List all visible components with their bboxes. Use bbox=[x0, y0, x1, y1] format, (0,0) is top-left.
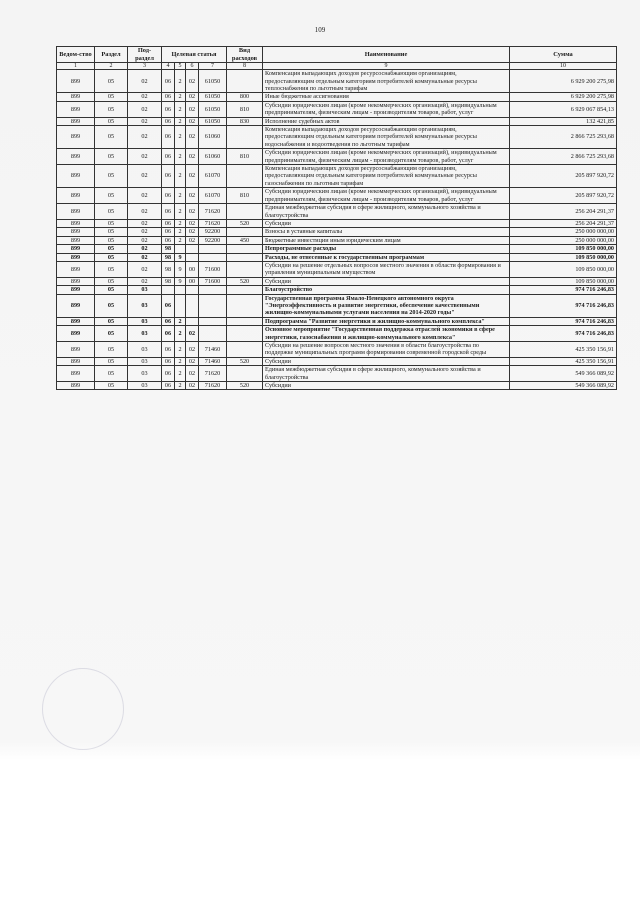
target-part4-cell: 71460 bbox=[199, 357, 227, 365]
vid-cell bbox=[227, 70, 263, 93]
razdel-cell: 05 bbox=[95, 228, 128, 236]
vid-cell bbox=[227, 253, 263, 261]
vid-cell: 520 bbox=[227, 382, 263, 390]
target-part2-cell: 2 bbox=[175, 117, 186, 125]
razdel-cell: 05 bbox=[95, 245, 128, 253]
target-part4-cell: 71600 bbox=[199, 261, 227, 277]
header-sum: Сумма bbox=[510, 47, 617, 63]
target-part3-cell: 00 bbox=[186, 261, 199, 277]
vid-cell: 810 bbox=[227, 101, 263, 117]
target-part3-cell: 02 bbox=[186, 70, 199, 93]
target-part4-cell bbox=[199, 317, 227, 325]
target-part4-cell: 61050 bbox=[199, 117, 227, 125]
vedomstvo-cell: 899 bbox=[57, 101, 95, 117]
podrazdel-cell: 03 bbox=[128, 294, 162, 317]
target-part1-cell: 06 bbox=[162, 294, 175, 317]
target-part2-cell: 2 bbox=[175, 342, 186, 358]
target-part4-cell: 61070 bbox=[199, 188, 227, 204]
table-row bbox=[57, 188, 617, 204]
podrazdel-cell: 02 bbox=[128, 149, 162, 165]
target-part3-cell: 02 bbox=[186, 326, 199, 342]
sum-cell: 132 421,85 bbox=[510, 117, 617, 125]
target-part1-cell: 06 bbox=[162, 188, 175, 204]
vedomstvo-cell: 899 bbox=[57, 126, 95, 149]
column-number: 1 bbox=[57, 63, 95, 70]
header-podrazdel: Под-раздел bbox=[128, 47, 162, 63]
razdel-cell: 05 bbox=[95, 101, 128, 117]
target-part3-cell bbox=[186, 286, 199, 294]
target-part2-cell bbox=[175, 245, 186, 253]
target-part2-cell: 9 bbox=[175, 277, 186, 285]
vid-cell: 810 bbox=[227, 188, 263, 204]
target-part1-cell: 98 bbox=[162, 261, 175, 277]
razdel-cell: 05 bbox=[95, 253, 128, 261]
razdel-cell: 05 bbox=[95, 149, 128, 165]
razdel-cell: 05 bbox=[95, 294, 128, 317]
header-vedomstvo: Ведом-ство bbox=[57, 47, 95, 63]
podrazdel-cell: 02 bbox=[128, 188, 162, 204]
target-part1-cell: 06 bbox=[162, 366, 175, 382]
vedomstvo-cell: 899 bbox=[57, 228, 95, 236]
vedomstvo-cell: 899 bbox=[57, 93, 95, 101]
target-part2-cell: 2 bbox=[175, 357, 186, 365]
target-part1-cell: 98 bbox=[162, 245, 175, 253]
budget-table bbox=[56, 46, 617, 390]
vedomstvo-cell: 899 bbox=[57, 70, 95, 93]
target-part1-cell: 98 bbox=[162, 277, 175, 285]
vedomstvo-cell: 899 bbox=[57, 317, 95, 325]
razdel-cell: 05 bbox=[95, 326, 128, 342]
name-cell: Субсидии юридическим лицам (кроме некоммерческих организаций), индивидуальным предпринимателям, физическим лицам - производителям товаров, работ, услуг bbox=[263, 149, 510, 165]
razdel-cell: 05 bbox=[95, 236, 128, 244]
razdel-cell: 05 bbox=[95, 126, 128, 149]
target-part3-cell bbox=[186, 294, 199, 317]
sum-cell: 250 000 000,00 bbox=[510, 236, 617, 244]
vid-cell: 800 bbox=[227, 93, 263, 101]
podrazdel-cell: 02 bbox=[128, 261, 162, 277]
target-part4-cell: 71620 bbox=[199, 204, 227, 220]
target-part3-cell: 02 bbox=[186, 149, 199, 165]
name-cell: Субсидии юридическим лицам (кроме некоммерческих организаций), индивидуальным предпринимателям, физическим лицам - производителям товаров, работ, услуг bbox=[263, 101, 510, 117]
name-cell: Субсидии bbox=[263, 219, 510, 227]
target-part2-cell bbox=[175, 286, 186, 294]
target-part4-cell: 71620 bbox=[199, 366, 227, 382]
razdel-cell: 05 bbox=[95, 342, 128, 358]
podrazdel-cell: 03 bbox=[128, 366, 162, 382]
sum-cell: 256 204 291,37 bbox=[510, 204, 617, 220]
vedomstvo-cell: 899 bbox=[57, 294, 95, 317]
vedomstvo-cell: 899 bbox=[57, 117, 95, 125]
target-part4-cell: 92200 bbox=[199, 236, 227, 244]
column-number: 6 bbox=[186, 63, 199, 70]
header-razdel: Раздел bbox=[95, 47, 128, 63]
sum-cell: 974 716 246,83 bbox=[510, 294, 617, 317]
razdel-cell: 05 bbox=[95, 366, 128, 382]
table-row bbox=[57, 228, 617, 236]
vedomstvo-cell: 899 bbox=[57, 188, 95, 204]
column-number: 5 bbox=[175, 63, 186, 70]
sum-cell: 2 866 725 293,68 bbox=[510, 149, 617, 165]
table-row bbox=[57, 236, 617, 244]
target-part1-cell: 06 bbox=[162, 236, 175, 244]
target-part4-cell: 71620 bbox=[199, 382, 227, 390]
target-part3-cell bbox=[186, 317, 199, 325]
target-part1-cell: 06 bbox=[162, 357, 175, 365]
sum-cell: 6 929 067 854,13 bbox=[510, 101, 617, 117]
column-number: 3 bbox=[128, 63, 162, 70]
target-part1-cell: 06 bbox=[162, 126, 175, 149]
target-part3-cell: 02 bbox=[186, 188, 199, 204]
name-cell: Субсидии bbox=[263, 357, 510, 365]
target-part4-cell: 61060 bbox=[199, 149, 227, 165]
razdel-cell: 05 bbox=[95, 188, 128, 204]
table-row bbox=[57, 357, 617, 365]
sum-cell: 974 716 246,83 bbox=[510, 286, 617, 294]
target-part3-cell: 02 bbox=[186, 126, 199, 149]
vedomstvo-cell: 899 bbox=[57, 261, 95, 277]
razdel-cell: 05 bbox=[95, 286, 128, 294]
target-part2-cell: 2 bbox=[175, 317, 186, 325]
sum-cell: 2 866 725 293,68 bbox=[510, 126, 617, 149]
table-row bbox=[57, 317, 617, 325]
sum-cell: 205 897 920,72 bbox=[510, 165, 617, 188]
target-part1-cell: 06 bbox=[162, 204, 175, 220]
name-cell: Субсидии на решение вопросов местного значения в области благоустройства по поддержке муниципальных программ формирования современной городской среды bbox=[263, 342, 510, 358]
sum-cell: 256 204 291,37 bbox=[510, 219, 617, 227]
target-part4-cell: 61050 bbox=[199, 101, 227, 117]
table-row bbox=[57, 277, 617, 285]
vedomstvo-cell: 899 bbox=[57, 326, 95, 342]
table-row bbox=[57, 117, 617, 125]
target-part3-cell bbox=[186, 245, 199, 253]
vid-cell: 520 bbox=[227, 357, 263, 365]
sum-cell: 6 929 200 275,98 bbox=[510, 93, 617, 101]
target-part4-cell bbox=[199, 245, 227, 253]
podrazdel-cell: 02 bbox=[128, 204, 162, 220]
name-cell: Расходы, не отнесенные к государственным программам bbox=[263, 253, 510, 261]
target-part2-cell: 2 bbox=[175, 101, 186, 117]
table-row bbox=[57, 261, 617, 277]
target-part1-cell: 06 bbox=[162, 117, 175, 125]
table-row bbox=[57, 219, 617, 227]
target-part4-cell: 71460 bbox=[199, 342, 227, 358]
target-part4-cell bbox=[199, 294, 227, 317]
target-part4-cell: 71620 bbox=[199, 219, 227, 227]
podrazdel-cell: 02 bbox=[128, 101, 162, 117]
name-cell: Компенсация выпадающих доходов ресурсоснабжающим организациям, предоставляющим отдельным категориям потребителей коммунальные ресурсы теплоснабжения по льготным тарифам bbox=[263, 70, 510, 93]
vid-cell bbox=[227, 165, 263, 188]
name-cell: Единая межбюджетная субсидия в сфере жилищного, коммунального хозяйства и благоустройства bbox=[263, 366, 510, 382]
podrazdel-cell: 02 bbox=[128, 228, 162, 236]
column-number: 8 bbox=[227, 63, 263, 70]
target-part1-cell: 06 bbox=[162, 228, 175, 236]
target-part2-cell: 2 bbox=[175, 70, 186, 93]
target-part1-cell: 06 bbox=[162, 326, 175, 342]
name-cell: Исполнение судебных актов bbox=[263, 117, 510, 125]
target-part3-cell: 02 bbox=[186, 204, 199, 220]
name-cell: Субсидии юридическим лицам (кроме некоммерческих организаций), индивидуальным предпринимателям, физическим лицам - производителям товаров, работ, услуг bbox=[263, 188, 510, 204]
razdel-cell: 05 bbox=[95, 382, 128, 390]
vid-cell bbox=[227, 126, 263, 149]
vedomstvo-cell: 899 bbox=[57, 165, 95, 188]
name-cell: Подпрограмма "Развитие энергетики и жилищно-коммунального комплекса" bbox=[263, 317, 510, 325]
name-cell: Непрограммные расходы bbox=[263, 245, 510, 253]
vid-cell bbox=[227, 317, 263, 325]
target-part2-cell: 9 bbox=[175, 261, 186, 277]
target-part1-cell: 06 bbox=[162, 101, 175, 117]
table-row bbox=[57, 253, 617, 261]
target-part1-cell: 06 bbox=[162, 70, 175, 93]
razdel-cell: 05 bbox=[95, 317, 128, 325]
target-part3-cell: 02 bbox=[186, 165, 199, 188]
vid-cell bbox=[227, 245, 263, 253]
table-row bbox=[57, 70, 617, 93]
target-part3-cell: 02 bbox=[186, 117, 199, 125]
target-part2-cell: 9 bbox=[175, 253, 186, 261]
vedomstvo-cell: 899 bbox=[57, 366, 95, 382]
target-part1-cell: 06 bbox=[162, 317, 175, 325]
target-part4-cell bbox=[199, 253, 227, 261]
target-part1-cell: 06 bbox=[162, 342, 175, 358]
podrazdel-cell: 03 bbox=[128, 326, 162, 342]
name-cell: Компенсация выпадающих доходов ресурсоснабжающим организациям, предоставляющим отдельным категориям потребителей коммунальные ресурсы газоснабжения по льготным тарифам bbox=[263, 165, 510, 188]
sum-cell: 250 000 000,00 bbox=[510, 228, 617, 236]
header-vid-raskhodov: Вид расходов bbox=[227, 47, 263, 63]
vid-cell bbox=[227, 366, 263, 382]
vedomstvo-cell: 899 bbox=[57, 245, 95, 253]
name-cell: Взносы в уставные капиталы bbox=[263, 228, 510, 236]
vid-cell: 810 bbox=[227, 149, 263, 165]
vid-cell: 450 bbox=[227, 236, 263, 244]
target-part4-cell bbox=[199, 326, 227, 342]
column-number: 2 bbox=[95, 63, 128, 70]
razdel-cell: 05 bbox=[95, 165, 128, 188]
vedomstvo-cell: 899 bbox=[57, 204, 95, 220]
name-cell: Основное мероприятие "Государственная поддержка отраслей экономики в сфере энергетики, газоснабжения и жилищно-коммунального комплекса" bbox=[263, 326, 510, 342]
target-part2-cell: 2 bbox=[175, 165, 186, 188]
razdel-cell: 05 bbox=[95, 277, 128, 285]
sum-cell: 549 366 089,92 bbox=[510, 382, 617, 390]
target-part4-cell: 61070 bbox=[199, 165, 227, 188]
sum-cell: 109 850 000,00 bbox=[510, 245, 617, 253]
header-target-article: Целевая статья bbox=[162, 47, 227, 63]
sum-cell: 109 850 000,00 bbox=[510, 261, 617, 277]
target-part1-cell bbox=[162, 286, 175, 294]
table-row bbox=[57, 93, 617, 101]
target-part3-cell: 02 bbox=[186, 357, 199, 365]
target-part1-cell: 06 bbox=[162, 219, 175, 227]
vid-cell: 520 bbox=[227, 277, 263, 285]
name-cell: Иные бюджетные ассигнования bbox=[263, 93, 510, 101]
vedomstvo-cell: 899 bbox=[57, 219, 95, 227]
target-part1-cell: 06 bbox=[162, 382, 175, 390]
column-number: 9 bbox=[263, 63, 510, 70]
target-part2-cell: 2 bbox=[175, 149, 186, 165]
name-cell: Бюджетные инвестиции иным юридическим лицам bbox=[263, 236, 510, 244]
target-part1-cell: 98 bbox=[162, 253, 175, 261]
header-name: Наименование bbox=[263, 47, 510, 63]
name-cell: Благоустройство bbox=[263, 286, 510, 294]
target-part4-cell: 61050 bbox=[199, 93, 227, 101]
vedomstvo-cell: 899 bbox=[57, 357, 95, 365]
target-part3-cell: 02 bbox=[186, 101, 199, 117]
podrazdel-cell: 02 bbox=[128, 236, 162, 244]
table-row bbox=[57, 366, 617, 382]
target-part3-cell: 02 bbox=[186, 236, 199, 244]
sum-cell: 549 366 089,92 bbox=[510, 366, 617, 382]
name-cell: Субсидии на решение отдельных вопросов местного значения в области формирования и управления муниципальным имуществом bbox=[263, 261, 510, 277]
target-part2-cell: 2 bbox=[175, 382, 186, 390]
target-part2-cell: 2 bbox=[175, 204, 186, 220]
vedomstvo-cell: 899 bbox=[57, 382, 95, 390]
target-part3-cell: 02 bbox=[186, 382, 199, 390]
vid-cell bbox=[227, 261, 263, 277]
vid-cell bbox=[227, 228, 263, 236]
target-part4-cell bbox=[199, 286, 227, 294]
razdel-cell: 05 bbox=[95, 219, 128, 227]
table-row bbox=[57, 382, 617, 390]
podrazdel-cell: 02 bbox=[128, 70, 162, 93]
sum-cell: 425 350 156,91 bbox=[510, 342, 617, 358]
razdel-cell: 05 bbox=[95, 261, 128, 277]
vid-cell bbox=[227, 342, 263, 358]
target-part3-cell bbox=[186, 253, 199, 261]
podrazdel-cell: 02 bbox=[128, 117, 162, 125]
razdel-cell: 05 bbox=[95, 70, 128, 93]
target-part3-cell: 02 bbox=[186, 342, 199, 358]
sum-cell: 205 897 920,72 bbox=[510, 188, 617, 204]
sum-cell: 425 350 156,91 bbox=[510, 357, 617, 365]
podrazdel-cell: 02 bbox=[128, 253, 162, 261]
target-part3-cell: 02 bbox=[186, 93, 199, 101]
podrazdel-cell: 03 bbox=[128, 317, 162, 325]
target-part3-cell: 02 bbox=[186, 228, 199, 236]
table-row bbox=[57, 165, 617, 188]
vid-cell bbox=[227, 204, 263, 220]
table-row bbox=[57, 245, 617, 253]
sum-cell: 109 850 000,00 bbox=[510, 277, 617, 285]
target-part3-cell: 02 bbox=[186, 366, 199, 382]
table-row bbox=[57, 204, 617, 220]
vedomstvo-cell: 899 bbox=[57, 149, 95, 165]
column-number-row bbox=[57, 63, 617, 70]
table-row bbox=[57, 342, 617, 358]
sum-cell: 974 716 246,83 bbox=[510, 317, 617, 325]
podrazdel-cell: 02 bbox=[128, 245, 162, 253]
podrazdel-cell: 02 bbox=[128, 126, 162, 149]
vid-cell bbox=[227, 326, 263, 342]
vedomstvo-cell: 899 bbox=[57, 286, 95, 294]
table-row bbox=[57, 101, 617, 117]
vedomstvo-cell: 899 bbox=[57, 277, 95, 285]
razdel-cell: 05 bbox=[95, 204, 128, 220]
target-part1-cell: 06 bbox=[162, 165, 175, 188]
table-row bbox=[57, 294, 617, 317]
razdel-cell: 05 bbox=[95, 357, 128, 365]
name-cell: Единая межбюджетная субсидия в сфере жилищного, коммунального хозяйства и благоустройства bbox=[263, 204, 510, 220]
target-part3-cell: 02 bbox=[186, 219, 199, 227]
target-part4-cell: 61050 bbox=[199, 70, 227, 93]
target-part2-cell: 2 bbox=[175, 188, 186, 204]
podrazdel-cell: 02 bbox=[128, 277, 162, 285]
podrazdel-cell: 02 bbox=[128, 165, 162, 188]
vedomstvo-cell: 899 bbox=[57, 342, 95, 358]
target-part4-cell: 92200 bbox=[199, 228, 227, 236]
target-part2-cell: 2 bbox=[175, 326, 186, 342]
sum-cell: 6 929 200 275,98 bbox=[510, 70, 617, 93]
vedomstvo-cell: 899 bbox=[57, 253, 95, 261]
target-part4-cell: 61060 bbox=[199, 126, 227, 149]
name-cell: Субсидии bbox=[263, 382, 510, 390]
podrazdel-cell: 03 bbox=[128, 382, 162, 390]
target-part4-cell: 71600 bbox=[199, 277, 227, 285]
target-part1-cell: 06 bbox=[162, 93, 175, 101]
podrazdel-cell: 03 bbox=[128, 286, 162, 294]
sum-cell: 974 716 246,83 bbox=[510, 326, 617, 342]
sum-cell: 109 850 000,00 bbox=[510, 253, 617, 261]
name-cell: Компенсация выпадающих доходов ресурсоснабжающим организациям, предоставляющим отдельным категориям потребителей коммунальные ресурсы водоснабжения и водоотведения по льготным тарифам bbox=[263, 126, 510, 149]
table-row bbox=[57, 326, 617, 342]
column-number: 4 bbox=[162, 63, 175, 70]
podrazdel-cell: 02 bbox=[128, 93, 162, 101]
target-part1-cell: 06 bbox=[162, 149, 175, 165]
target-part2-cell: 2 bbox=[175, 228, 186, 236]
podrazdel-cell: 03 bbox=[128, 342, 162, 358]
name-cell: Государственная программа Ямало-Ненецкого автономного округа "Энергоэффективность и развитие энергетики, обеспечение качественными жилищно-коммунальными услугами населения на 2014-2020 годы" bbox=[263, 294, 510, 317]
vid-cell bbox=[227, 294, 263, 317]
target-part2-cell bbox=[175, 294, 186, 317]
razdel-cell: 05 bbox=[95, 93, 128, 101]
razdel-cell: 05 bbox=[95, 117, 128, 125]
target-part2-cell: 2 bbox=[175, 236, 186, 244]
target-part2-cell: 2 bbox=[175, 93, 186, 101]
target-part2-cell: 2 bbox=[175, 366, 186, 382]
target-part2-cell: 2 bbox=[175, 219, 186, 227]
target-part2-cell: 2 bbox=[175, 126, 186, 149]
table-row bbox=[57, 149, 617, 165]
table-row bbox=[57, 286, 617, 294]
column-number: 7 bbox=[199, 63, 227, 70]
vid-cell bbox=[227, 286, 263, 294]
target-part3-cell: 00 bbox=[186, 277, 199, 285]
podrazdel-cell: 03 bbox=[128, 357, 162, 365]
vid-cell: 520 bbox=[227, 219, 263, 227]
table-row bbox=[57, 126, 617, 149]
column-number: 10 bbox=[510, 63, 617, 70]
podrazdel-cell: 02 bbox=[128, 219, 162, 227]
faded-stamp bbox=[42, 668, 124, 750]
vid-cell: 830 bbox=[227, 117, 263, 125]
page-number: 109 bbox=[314, 26, 326, 34]
name-cell: Субсидии bbox=[263, 277, 510, 285]
vedomstvo-cell: 899 bbox=[57, 236, 95, 244]
